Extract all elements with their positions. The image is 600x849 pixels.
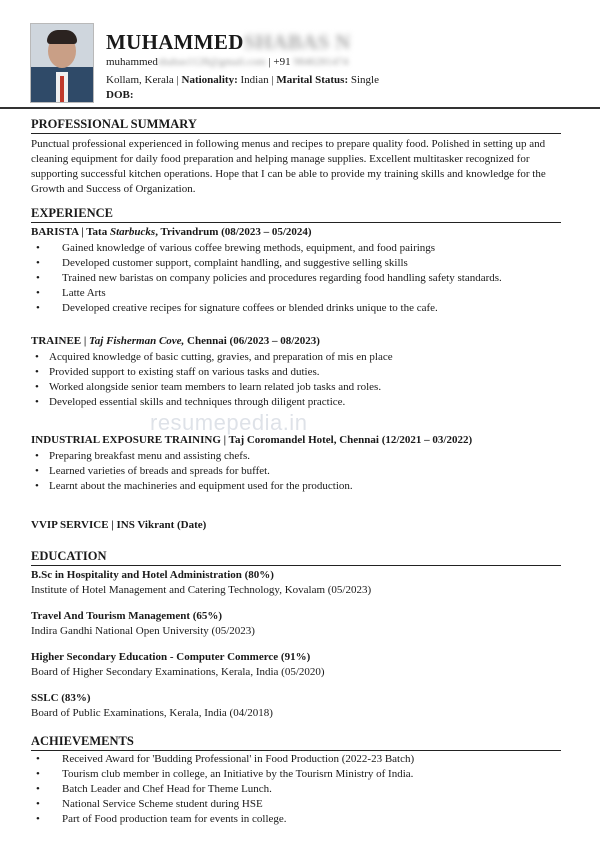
marital-label: Marital Status: xyxy=(276,74,349,86)
job-title-italic: Taj Fisherman Cove, xyxy=(89,335,185,347)
email-prefix: muhammed xyxy=(106,56,158,68)
industrial-bullets xyxy=(31,449,561,494)
list-item: • Preparing breakfast menu and assisting chefs. xyxy=(31,449,561,464)
education-degree: Higher Secondary Education - Computer Commerce (91%) xyxy=(31,651,311,663)
summary-text: Punctual professional experienced in following menus and recipes to prepare quality food. Polished in setting up and cleaning equipment for daily food preparation and helping manage supplies. Excellent multitasker recognized for supporting successful kitchen operations. Hope that I can be able to provide my training skills and knowledge for the Growth and Success of Organization. xyxy=(31,138,546,195)
education-institution: Board of Higher Secondary Examinations, Kerala, India (05/2020) xyxy=(31,666,325,678)
dob-label: DOB: xyxy=(106,89,134,101)
list-item: • Developed creative recipes for signature coffees or blended drinks unique to the cafe. xyxy=(31,301,561,316)
marital-value: Single xyxy=(348,74,379,86)
education-title: EDUCATION xyxy=(31,549,561,566)
contact-line xyxy=(106,56,348,68)
list-item: • Developed essential skills and techniques through diligent practice. xyxy=(31,395,561,410)
job-title-part: TRAINEE | xyxy=(31,335,90,347)
vvip-service: VVIP SERVICE | INS Vikrant (Date) xyxy=(31,519,207,531)
profile-photo xyxy=(30,23,94,103)
trainee-bullets xyxy=(31,350,561,410)
job-title-barista xyxy=(31,225,561,240)
education-degree: B.Sc in Hospitality and Hotel Administration (80%) xyxy=(31,569,274,581)
candidate-name xyxy=(106,30,351,55)
job-title-italic: Starbucks xyxy=(109,226,156,238)
list-item: • Tourism club member in college, an Initiative by the Tourisrn Ministry of India. xyxy=(31,767,561,782)
nationality-value: Indian | xyxy=(237,74,277,86)
list-item: • Learned varieties of breads and spreads for buffet. xyxy=(31,464,561,479)
job-title-part: Chennai (06/2023 – 08/2023) xyxy=(184,335,320,347)
resume-body xyxy=(31,117,561,827)
list-item: • Part of Food production team for events in college. xyxy=(31,812,561,827)
list-item: • Latte Arts xyxy=(31,286,561,301)
list-item: • Received Award for 'Budding Professional' in Food Production (2022-23 Batch) xyxy=(31,752,561,767)
job-title-trainee xyxy=(31,334,561,349)
job-title-industrial: INDUSTRIAL EXPOSURE TRAINING | Taj Coromandel Hotel, Chennai (12/2021 – 03/2022) xyxy=(31,434,473,446)
list-item: • Learnt about the machineries and equipment used for the production. xyxy=(31,479,561,494)
job-title-part: , Trivandrum (08/2023 – 05/2024) xyxy=(155,226,312,238)
achievements-list xyxy=(31,752,561,827)
location-line xyxy=(106,74,379,86)
phone-prefix: | +91 xyxy=(268,56,291,68)
education-degree: Travel And Tourism Management (65%) xyxy=(31,610,223,622)
summary-title: PROFESSIONAL SUMMARY xyxy=(31,117,561,134)
location: Kollam, Kerala | xyxy=(106,74,182,86)
list-item: • Batch Leader and Chef Head for Theme Lunch. xyxy=(31,782,561,797)
achievements-title: ACHIEVEMENTS xyxy=(31,734,561,751)
name-blurred: SHABAS N xyxy=(243,30,351,54)
barista-bullets xyxy=(31,241,561,316)
phone-blurred: 9846281474 xyxy=(293,56,349,68)
list-item: • Gained knowledge of various coffee brewing methods, equipment, and food pairings xyxy=(31,241,561,256)
job-title-part: BARISTA | Tata xyxy=(31,226,110,238)
education-institution: Board of Public Examinations, Kerala, India (04/2018) xyxy=(31,707,273,719)
list-item: • Developed customer support, complaint handling, and suggestive selling skills xyxy=(31,256,561,271)
list-item: • Trained new baristas on company policies and procedures regarding food handling safety standards. xyxy=(31,271,561,286)
list-item: • Worked alongside senior team members to learn related job tasks and roles. xyxy=(31,380,561,395)
email-blurred: shabas1128@gmail.com xyxy=(157,56,266,68)
watermark: resumepedia.in xyxy=(150,410,308,435)
education-degree: SSLC (83%) xyxy=(31,692,91,704)
nationality-label: Nationality: xyxy=(181,74,238,86)
resume-header xyxy=(0,0,600,108)
list-item: • National Service Scheme student during HSE xyxy=(31,797,561,812)
header-divider xyxy=(0,107,600,109)
education-institution: Indira Gandhi National Open University (05/2023) xyxy=(31,625,255,637)
education-institution: Institute of Hotel Management and Catering Technology, Kovalam (05/2023) xyxy=(31,584,372,596)
list-item: • Provided support to existing staff on various tasks and duties. xyxy=(31,365,561,380)
experience-title: EXPERIENCE xyxy=(31,206,561,223)
name-visible: MUHAMMED xyxy=(106,30,244,54)
list-item: • Acquired knowledge of basic cutting, gravies, and preparation of mis en place xyxy=(31,350,561,365)
